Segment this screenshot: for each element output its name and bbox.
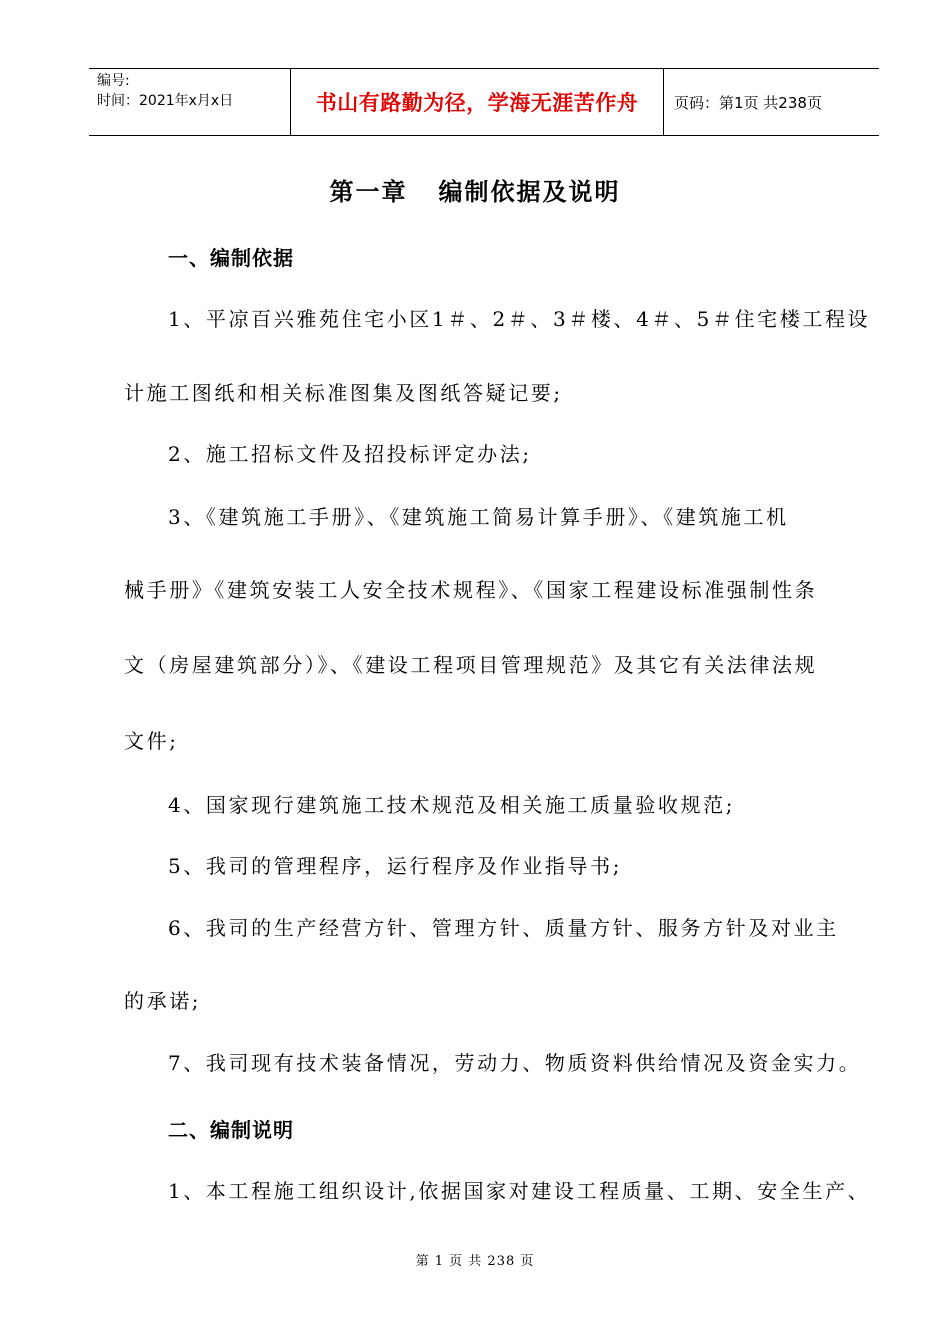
paragraph-line: 7、我司现有技术装备情况，劳动力、物质资料供给情况及资金实力。 [168,1051,862,1075]
page-footer: 第 1 页 共 238 页 [415,1254,535,1269]
paragraph-line: 1、本工程施工组织设计,依据国家对建设工程质量、工期、安全生产、 [168,1179,871,1203]
paragraph-line: 文（房屋建筑部分）》、《建设工程项目管理规范》及其它有关法律法规 [124,653,818,677]
time-label: 时间：2021年x月x日 [97,93,234,109]
chapter-title: 第一章 编制依据及说明 [329,177,621,206]
paragraph-line: 5、我司的管理程序，运行程序及作业指导书; [168,854,623,878]
paragraph-line: 文件; [124,729,179,753]
paragraph-line: 3、《建筑施工手册》、《建筑施工简易计算手册》、《建筑施工机 [168,505,789,529]
header-page-info: 页码：第1页 共238页 [674,93,822,112]
section-heading-basis: 一、编制依据 [168,246,294,270]
header-motto: 书山有路勤为径，学海无涯苦作舟 [291,69,664,135]
header-meta [89,69,291,135]
paragraph-line: 2、施工招标文件及招投标评定办法; [168,442,532,466]
paragraph-line: 6、我司的生产经营方针、管理方针、质量方针、服务方针及对业主 [168,916,839,940]
paragraph-line: 计施工图纸和相关标准图集及图纸答疑记要; [124,381,563,405]
document-header [89,68,879,136]
section-heading-explanation: 二、编制说明 [168,1118,294,1142]
paragraph-line: 械手册》《建筑安装工人安全技术规程》、《国家工程建设标准强制性条 [124,578,818,602]
paragraph-line: 的承诺; [124,989,202,1013]
number-label: 编号: [97,73,130,89]
paragraph-line: 4、国家现行建筑施工技术规范及相关施工质量验收规范; [168,793,736,817]
paragraph-line: 1、平凉百兴雅苑住宅小区1＃、2＃、3＃楼、4＃、5＃住宅楼工程设 [168,307,871,331]
